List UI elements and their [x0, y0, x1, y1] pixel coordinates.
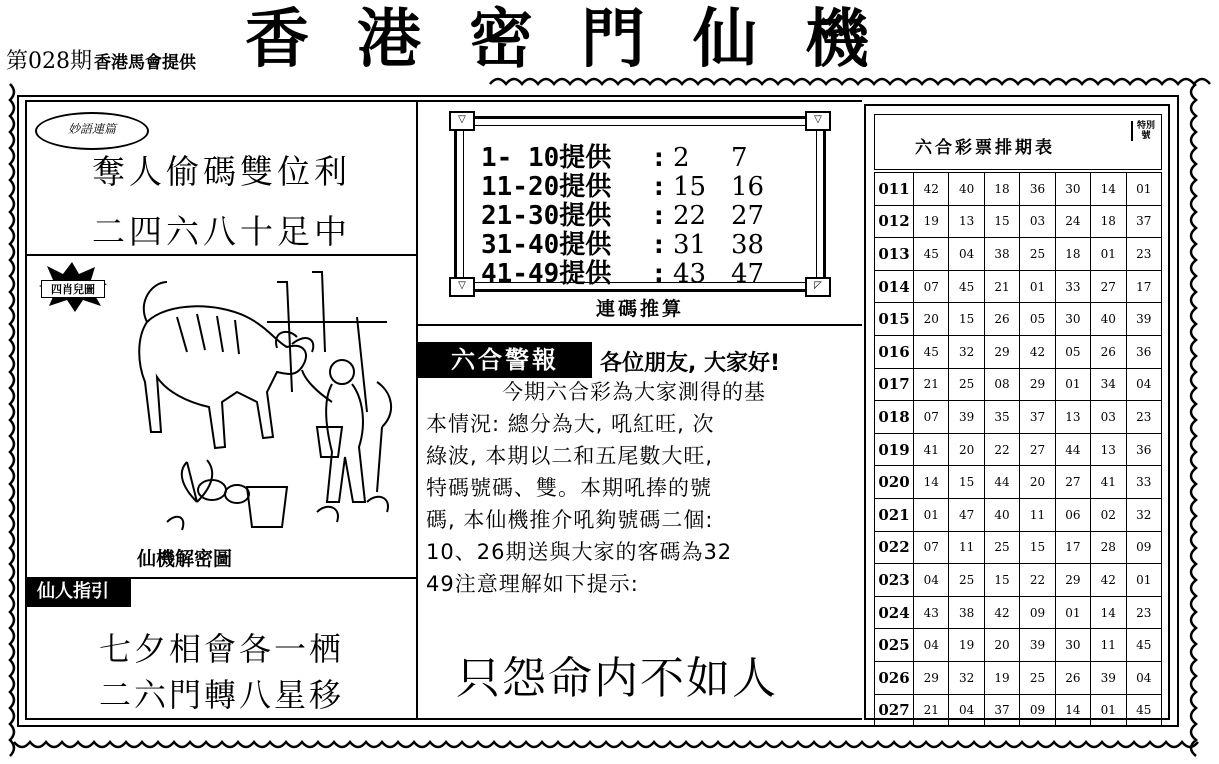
- number-cell: 27: [1055, 466, 1090, 499]
- colon: :: [651, 172, 667, 202]
- corner-ornament-icon: ▽: [449, 277, 475, 297]
- period-cell: 012: [875, 205, 914, 238]
- number-cell: 09: [1020, 694, 1055, 727]
- table-row: [875, 270, 1162, 303]
- number-cell: 41: [914, 433, 949, 466]
- slogan: 只怨命内不如人: [456, 653, 778, 704]
- number-cell: 07: [914, 270, 949, 303]
- number-cell: 14: [1055, 694, 1090, 727]
- table-row: [875, 694, 1162, 727]
- number-value: 7: [731, 143, 748, 173]
- number-cell: 47: [949, 498, 984, 531]
- number-value: 47: [731, 259, 765, 289]
- period-cell: 011: [875, 173, 914, 206]
- number-box-caption: 連碼推算: [595, 298, 684, 320]
- analysis-paragraph: [426, 376, 846, 600]
- number-cell: 22: [984, 433, 1019, 466]
- number-cell: 45: [1126, 629, 1161, 662]
- center-panel: [418, 100, 862, 720]
- number-cell: 05: [1020, 303, 1055, 336]
- range-label: 21-30提供: [481, 201, 612, 231]
- number-cell: 11: [1020, 498, 1055, 531]
- left-panel: [25, 100, 418, 720]
- number-cell: 42: [1091, 564, 1126, 597]
- number-cell: 40: [1091, 303, 1126, 336]
- table-row: [875, 368, 1162, 401]
- issue-label: 第028期: [6, 49, 92, 74]
- number-cell: 26: [984, 303, 1019, 336]
- number-cell: 03: [1020, 205, 1055, 238]
- number-cell: 15: [984, 564, 1019, 597]
- poem-top-line-2: 二四六八十足中: [92, 212, 351, 251]
- number-value: 38: [731, 230, 765, 260]
- poem-bottom-line-1: 七夕相會各一栖: [98, 630, 344, 668]
- divider: [418, 324, 862, 326]
- period-cell: 023: [875, 564, 914, 597]
- greeting: 各位朋友, 大家好!: [600, 351, 781, 376]
- number-value: 2: [673, 143, 690, 173]
- table-row: [875, 466, 1162, 499]
- number-cell: 38: [984, 238, 1019, 271]
- number-cell: 41: [1091, 466, 1126, 499]
- number-cell: 19: [914, 205, 949, 238]
- number-value: 31: [673, 230, 707, 260]
- number-cell: 40: [949, 173, 984, 206]
- number-cell: 20: [949, 433, 984, 466]
- period-cell: 022: [875, 531, 914, 564]
- number-cell: 15: [949, 466, 984, 499]
- star-badge-label: 四肖兒圖: [41, 280, 105, 298]
- number-cell: 29: [1020, 368, 1055, 401]
- guide-label: 仙人指引: [27, 577, 131, 607]
- range-label: 41-49提供: [481, 259, 612, 289]
- period-cell: 025: [875, 629, 914, 662]
- number-cell: 01: [1020, 270, 1055, 303]
- poem-bottom-line-2: 二六門轉八星移: [98, 676, 344, 714]
- number-cell: 01: [1126, 173, 1161, 206]
- number-cell: 30: [1055, 173, 1090, 206]
- number-cell: 19: [949, 629, 984, 662]
- number-cell: 01: [1091, 238, 1126, 271]
- number-cell: 23: [1126, 596, 1161, 629]
- number-cell: 39: [949, 401, 984, 434]
- range-label: 1- 10提供: [481, 143, 612, 173]
- number-cell: 09: [1020, 596, 1055, 629]
- number-cell: 23: [1126, 238, 1161, 271]
- schedule-title: 六合彩票排期表: [915, 138, 1055, 158]
- number-cell: 13: [1055, 401, 1090, 434]
- number-cell: 14: [914, 466, 949, 499]
- issue-number: [6, 44, 196, 75]
- number-cell: 02: [1091, 498, 1126, 531]
- table-row: [875, 661, 1162, 694]
- number-cell: 35: [984, 401, 1019, 434]
- table-row: [875, 433, 1162, 466]
- divider: [27, 577, 416, 579]
- period-cell: 015: [875, 303, 914, 336]
- number-cell: 14: [1091, 173, 1126, 206]
- paragraph-line: 10、26期送與大家的客碼為32: [426, 540, 733, 564]
- divider: [27, 254, 416, 256]
- section-badge: 妙語連篇: [35, 112, 149, 150]
- number-value: 16: [731, 172, 765, 202]
- paragraph-line: 特碼號碼、雙。本期吼捧的號: [426, 476, 712, 500]
- corner-ornament-icon: ▽: [805, 111, 831, 131]
- number-value: 22: [673, 201, 707, 231]
- number-cell: 38: [949, 596, 984, 629]
- number-cell: 15: [1020, 531, 1055, 564]
- page-title: 香港密門仙機: [245, 3, 917, 77]
- special-number-label: 特別號: [1131, 121, 1157, 141]
- number-box: [454, 116, 826, 292]
- number-cell: 22: [1020, 564, 1055, 597]
- table-row: [875, 596, 1162, 629]
- table-row: [875, 564, 1162, 597]
- number-cell: 44: [1055, 433, 1090, 466]
- number-cell: 21: [914, 694, 949, 727]
- table-row: [875, 531, 1162, 564]
- paragraph-line: [426, 376, 846, 408]
- number-cell: 36: [1126, 335, 1161, 368]
- number-cell: 45: [949, 270, 984, 303]
- number-cell: 20: [1020, 466, 1055, 499]
- provider-label: 香港馬會提供: [94, 53, 196, 73]
- number-cell: 27: [1020, 433, 1055, 466]
- table-row: [875, 205, 1162, 238]
- period-cell: 019: [875, 433, 914, 466]
- number-value: 43: [673, 259, 707, 289]
- number-cell: 28: [1091, 531, 1126, 564]
- number-cell: 24: [1055, 205, 1090, 238]
- number-cell: 15: [984, 205, 1019, 238]
- illustration-caption: 仙機解密圖: [137, 548, 233, 570]
- number-cell: 19: [984, 661, 1019, 694]
- number-row: [481, 253, 789, 290]
- number-cell: 18: [1091, 205, 1126, 238]
- number-cell: 06: [1055, 498, 1090, 531]
- number-cell: 44: [984, 466, 1019, 499]
- period-cell: 014: [875, 270, 914, 303]
- number-cell: 39: [1020, 629, 1055, 662]
- number-cell: 01: [1126, 564, 1161, 597]
- number-cell: 39: [1126, 303, 1161, 336]
- number-cell: 23: [1126, 401, 1161, 434]
- number-cell: 45: [1126, 694, 1161, 727]
- number-cell: 21: [984, 270, 1019, 303]
- number-cell: 25: [984, 531, 1019, 564]
- poem-top-line-1: 奪人偷碼雙位利: [92, 152, 351, 191]
- number-cell: 11: [1091, 629, 1126, 662]
- number-value: 27: [731, 201, 765, 231]
- number-cell: 26: [1091, 335, 1126, 368]
- number-cell: 04: [949, 694, 984, 727]
- colon: :: [651, 230, 667, 260]
- number-cell: 01: [1055, 596, 1090, 629]
- table-row: [875, 303, 1162, 336]
- number-cell: 25: [949, 564, 984, 597]
- number-cell: 01: [914, 498, 949, 531]
- number-cell: 26: [1055, 661, 1090, 694]
- range-label: 31-40提供: [481, 230, 612, 260]
- period-cell: 024: [875, 596, 914, 629]
- number-cell: 27: [1091, 270, 1126, 303]
- colon: :: [651, 259, 667, 289]
- number-cell: 45: [914, 238, 949, 271]
- range-label: 11-20提供: [481, 172, 612, 202]
- ox-farmer-illustration: [127, 262, 417, 562]
- number-cell: 32: [949, 335, 984, 368]
- number-cell: 03: [1091, 401, 1126, 434]
- number-cell: 42: [1020, 335, 1055, 368]
- paragraph-line: 49注意理解如下提示:: [426, 572, 639, 596]
- number-cell: 43: [914, 596, 949, 629]
- number-cell: 33: [1126, 466, 1161, 499]
- period-cell: 027: [875, 694, 914, 727]
- number-cell: 29: [1055, 564, 1090, 597]
- number-cell: 40: [984, 498, 1019, 531]
- schedule-panel: [864, 104, 1170, 720]
- corner-ornament-icon: ▽: [449, 111, 475, 131]
- number-value: 15: [673, 172, 707, 202]
- period-cell: 017: [875, 368, 914, 401]
- table-row: [875, 629, 1162, 662]
- number-cell: 04: [949, 238, 984, 271]
- number-cell: 14: [1091, 596, 1126, 629]
- number-cell: 37: [1020, 401, 1055, 434]
- paragraph-line: 綠波, 本期以二和五尾數大旺,: [426, 444, 714, 468]
- number-cell: 45: [914, 335, 949, 368]
- period-cell: 020: [875, 466, 914, 499]
- paragraph-line: 碼, 本仙機推介吼夠號碼二個:: [426, 508, 714, 532]
- table-row: [875, 238, 1162, 271]
- number-cell: 32: [949, 661, 984, 694]
- number-cell: 30: [1055, 629, 1090, 662]
- number-cell: 09: [1126, 531, 1161, 564]
- alert-label: 六合警報: [418, 342, 592, 378]
- period-cell: 016: [875, 335, 914, 368]
- number-cell: 29: [984, 335, 1019, 368]
- number-cell: 21: [914, 368, 949, 401]
- number-cell: 42: [914, 173, 949, 206]
- number-cell: 25: [1020, 238, 1055, 271]
- number-cell: 18: [1055, 238, 1090, 271]
- number-cell: 20: [914, 303, 949, 336]
- period-cell: 026: [875, 661, 914, 694]
- number-cell: 07: [914, 531, 949, 564]
- number-cell: 04: [1126, 661, 1161, 694]
- number-cell: 33: [1055, 270, 1090, 303]
- table-row: [875, 498, 1162, 531]
- number-cell: 42: [984, 596, 1019, 629]
- period-cell: 021: [875, 498, 914, 531]
- number-cell: 36: [1020, 173, 1055, 206]
- colon: :: [651, 201, 667, 231]
- number-cell: 20: [984, 629, 1019, 662]
- number-cell: 05: [1055, 335, 1090, 368]
- number-cell: 11: [949, 531, 984, 564]
- number-cell: 04: [1126, 368, 1161, 401]
- number-cell: 04: [914, 629, 949, 662]
- number-cell: 01: [1091, 694, 1126, 727]
- period-cell: 018: [875, 401, 914, 434]
- number-cell: 01: [1055, 368, 1090, 401]
- corner-ornament-icon: ◸: [805, 277, 831, 297]
- paragraph-text: 今期六合彩為大家測得的基: [502, 380, 766, 404]
- number-cell: 13: [1091, 433, 1126, 466]
- paragraph-line: 本情況: 總分為大, 吼紅旺, 次: [426, 412, 715, 436]
- number-cell: 30: [1055, 303, 1090, 336]
- number-cell: 37: [1126, 205, 1161, 238]
- colon: :: [651, 143, 667, 173]
- number-cell: 08: [984, 368, 1019, 401]
- number-cell: 25: [1020, 661, 1055, 694]
- table-row: [875, 335, 1162, 368]
- number-cell: 36: [1126, 433, 1161, 466]
- number-cell: 15: [949, 303, 984, 336]
- number-cell: 34: [1091, 368, 1126, 401]
- table-row: [875, 173, 1162, 206]
- number-cell: 07: [914, 401, 949, 434]
- number-cell: 18: [984, 173, 1019, 206]
- number-cell: 39: [1091, 661, 1126, 694]
- table-row: [875, 401, 1162, 434]
- number-cell: 29: [914, 661, 949, 694]
- period-cell: 013: [875, 238, 914, 271]
- number-cell: 04: [914, 564, 949, 597]
- number-cell: 17: [1126, 270, 1161, 303]
- number-cell: 17: [1055, 531, 1090, 564]
- draw-table: [874, 172, 1162, 727]
- number-cell: 25: [949, 368, 984, 401]
- number-cell: 37: [984, 694, 1019, 727]
- number-cell: 13: [949, 205, 984, 238]
- schedule-header: [874, 114, 1162, 170]
- number-cell: 32: [1126, 498, 1161, 531]
